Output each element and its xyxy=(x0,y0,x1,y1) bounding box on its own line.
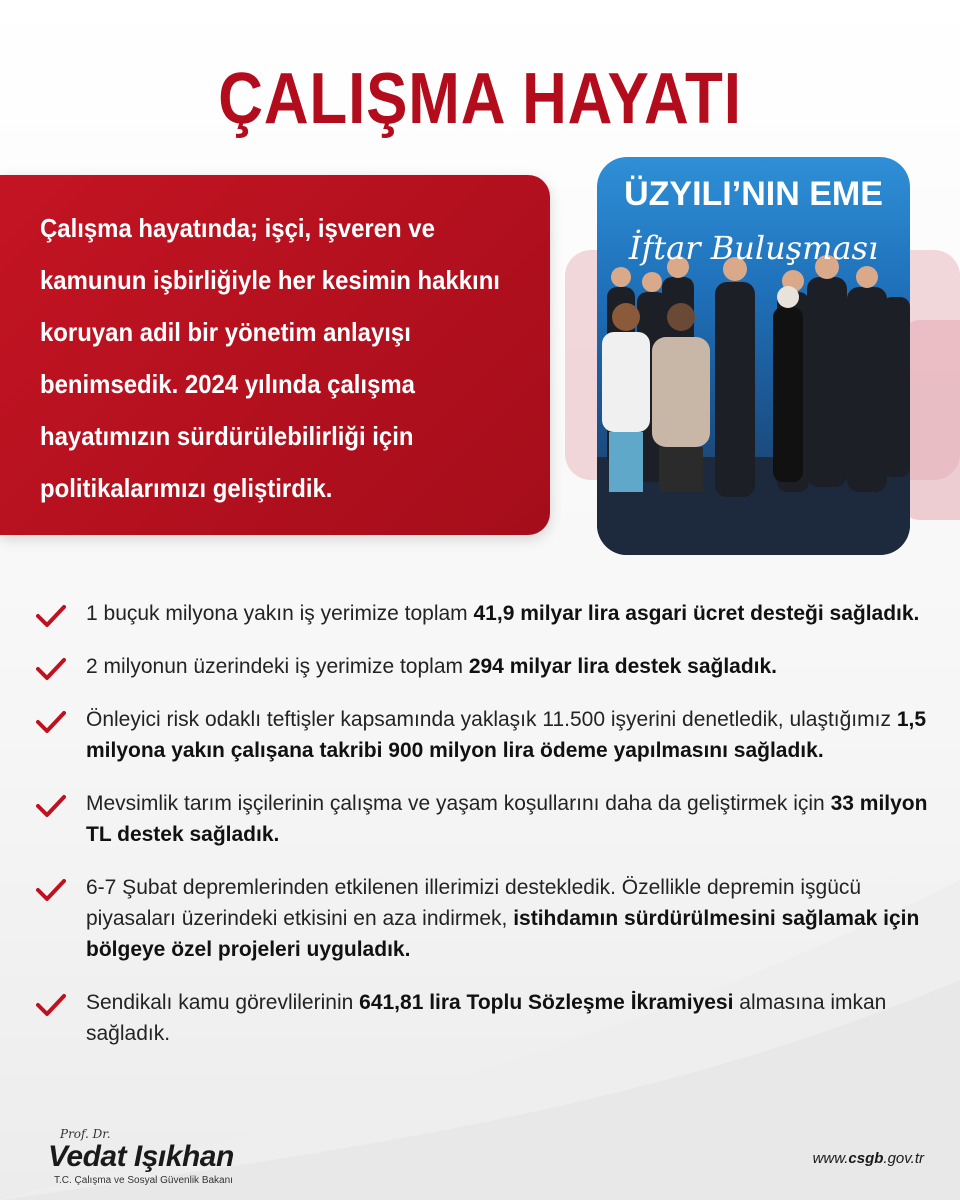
signature-title: Prof. Dr. xyxy=(60,1127,111,1141)
list-item xyxy=(36,704,936,766)
item-text: Mevsimlik tarım işçilerinin çalışma ve yaşam koşullarını daha da geliştirmek için xyxy=(86,792,831,815)
website-link[interactable]: www.csgb.gov.tr xyxy=(812,1150,924,1167)
photo-banner-subtitle: İftar Buluşması xyxy=(628,229,879,267)
check-icon xyxy=(36,993,66,1017)
item-highlight: 33 milyon TL destek sağladık. xyxy=(86,792,928,846)
item-text: Sendikalı kamu görevlilerinin xyxy=(86,991,360,1014)
check-icon xyxy=(36,657,66,681)
item-text: 6-7 Şubat depremlerinden etkilenen illerimizi destekledik. Özellikle depremin işgücü piyasaları üzerindeki etkisini en aza indirmek, xyxy=(86,876,862,930)
signature-name: Vedat Işıkhan xyxy=(48,1140,234,1173)
page-title: ÇALIŞMA HAYATI xyxy=(218,59,742,139)
check-icon xyxy=(36,794,66,818)
item-text: Önleyici risk odaklı teftişler kapsamında yaklaşık 11.500 işyerini denetledik, ulaştığımız xyxy=(86,708,897,731)
list-item xyxy=(36,651,936,682)
item-highlight: 1,5 milyona yakın çalışana takribi 900 milyon lira ödeme yapılmasını sağladık. xyxy=(86,708,927,762)
list-item xyxy=(36,987,936,1049)
list-item xyxy=(36,872,936,965)
event-photo xyxy=(597,157,910,555)
item-text-tail: almasına imkan sağladık. xyxy=(86,991,887,1045)
item-highlight: 294 milyar lira destek sağladık. xyxy=(468,655,778,678)
signature xyxy=(48,1127,278,1186)
check-icon xyxy=(36,710,66,734)
list-item xyxy=(36,598,936,629)
item-text: 1 buçuk milyona yakın iş yerimize toplam xyxy=(86,602,474,625)
website-domain: csgb xyxy=(848,1150,884,1167)
item-highlight: istihdamın sürdürülmesini sağlamak için bölgeye özel projeleri uyguladık. xyxy=(86,907,920,961)
item-text: 2 milyonun üzerindeki iş yerimize toplam xyxy=(86,655,469,678)
item-highlight: 641,81 lira Toplu Sözleşme İkramiyesi xyxy=(359,991,734,1014)
achievement-list xyxy=(36,598,936,1049)
check-icon xyxy=(36,604,66,628)
item-highlight: 41,9 milyar lira asgari ücret desteği sağladık. xyxy=(473,602,920,625)
list-item xyxy=(36,788,936,850)
intro-text: Çalışma hayatında; işçi, işveren ve kamunun işbirliğiyle her kesimin hakkını koruyan adil bir yönetim anlayışı benimsedik. 2024 yılında çalışma hayatımızın sürdürülebilirliği için politikalarımızı geliştirdik. xyxy=(40,213,500,503)
photo-banner-text: ÜZYILI’NIN EME xyxy=(624,175,883,213)
signature-role: T.C. Çalışma ve Sosyal Güvenlik Bakanı xyxy=(54,1175,233,1186)
check-icon xyxy=(36,878,66,902)
people-illustration xyxy=(597,157,910,555)
